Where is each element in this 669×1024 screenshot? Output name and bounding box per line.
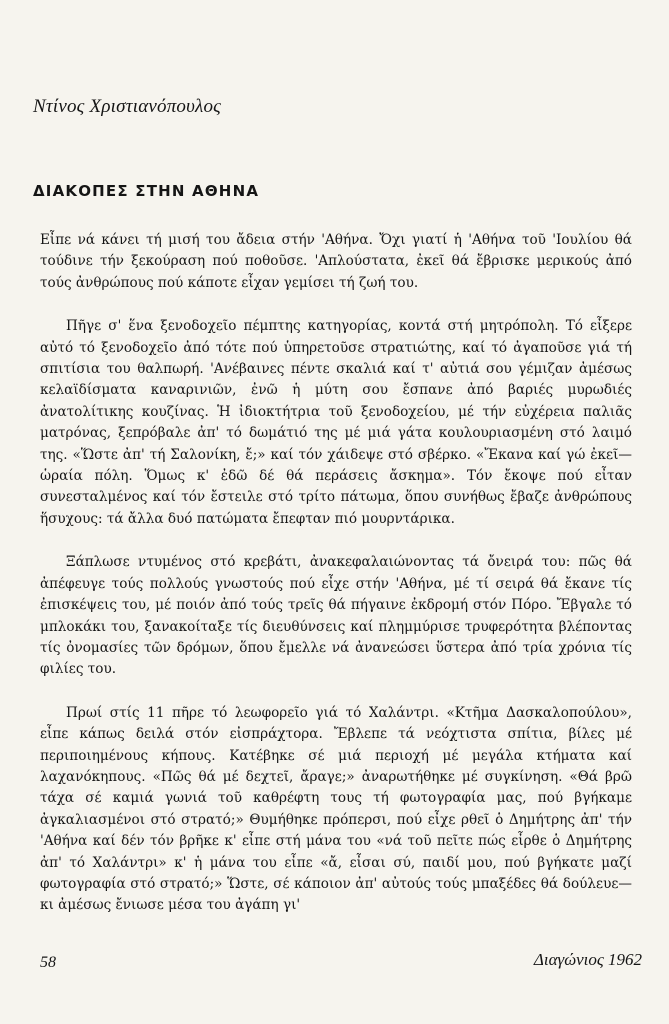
- page-number: 58: [40, 954, 56, 971]
- paragraph: Ξάπλωσε ντυμένος στό κρεβάτι, ἀνακεφαλαιώνοντας τά ὄνειρά του: πῶς θά ἀπέφευγε τούς πολλούς γνωστούς πού εἶχε στήν 'Αθήνα, μέ τί σειρά θά ἔκανε τίς ἐπισκέψεις του, μέ ποιόν ἀπό τούς τρεῖς θά πήγαινε ἐκδρομή στόν Πόρο. Ἔβγαλε τό μπλοκάκι του, ξανακοίταξε τίς διευθύνσεις καί πλημμύρισε τρυφερότητα βλέποντας τίς ὀνομασίες τῶν δρόμων, ὅπου ἔμελλε νά ἀνανεώσει ὕστερα ἀπό τρία χρόνια τίς φιλίες του.: [40, 554, 632, 678]
- paragraph: Εἶπε νά κάνει τή μισή του ἄδεια στήν 'Αθήνα. Ὄχι γιατί ἡ 'Αθήνα τοῦ 'Ιουλίου θά τούδινε τήν ξεκούραση πού ποθοῦσε. 'Απλούστατα, ἐκεῖ θά ἔβρισκε μερικούς ἀπό τούς ἀνθρώπους πού κάποτε εἶχαν γεμίσει τή ζωή του.: [40, 232, 632, 291]
- journal-issue: Διαγώνιος 1962: [533, 950, 642, 969]
- story-title: ΔΙΑΚΟΠΕΣ ΣΤΗΝ ΑΘΗΝΑ: [33, 182, 260, 200]
- story-body: [40, 230, 632, 939]
- paragraph: Πρωί στίς 11 πῆρε τό λεωφορεῖο γιά τό Χαλάντρι. «Κτῆμα Δασκαλοπούλου», εἶπε κάπως δειλά στόν εἰσπράχτορα. Ἔβλεπε τά νεόχτιστα σπίτια, βίλες μέ περιποιημένους κήπους. Κατέβηκε σέ μιά περιοχή μέ μεγάλα κτήματα καί λαχανόκηπους. «Πῶς θά μέ δεχτεῖ, ἄραγε;» ἀναρωτήθηκε μέ συγκίνηση. «Θά βρῶ τάχα σέ καμιά γωνιά τοῦ καθρέφτη τους τή φωτογραφία μας, πού βγήκαμε ἀγκαλιασμένοι στό στρατό;» Θυμήθηκε πρόπερσι, πού εἶχε ρθεῖ ὁ Δημήτρης ἀπ' τήν 'Αθήνα καί δέν τόν βρῆκε κ' εἶπε στή μάνα του «νά τοῦ πεῖτε πώς εἶρθε ὁ Δημήτρης ἀπ' τό Χαλάντρι» κ' ἡ μάνα του εἶπε «ἄ, εἶσαι σύ, παιδί μου, πού βγήκατε μαζί φωτογραφία στό στρατό;» Ὥστε, σέ κάποιον ἀπ' αὐτούς τούς μπαξέδες θά δούλευε—κι ἀμέσως ἔνιωσε μέσα του ἀγάπη γι': [40, 704, 632, 914]
- author-name: Ντίνος Χριστιανόπουλος: [33, 96, 222, 117]
- paragraph: Πῆγε σ' ἕνα ξενοδοχεῖο πέμπτης κατηγορίας, κοντά στή μητρόπολη. Τό εἶξερε αὐτό τό ξενοδοχεῖο ἀπό τότε πού ὑπηρετοῦσε στρατιώτης, καί τό ἀγαποῦσε γιά τή σπιτίσια του θαλπωρή. 'Ανέβαινες πέντε σκαλιά καί τ' αὐτιά σου γέμιζαν ἀμέσως κελαϊδίσματα καναρινιῶν, ἐνῶ ἡ μύτη σου ἔσπανε ἀπό βαριές μυρωδιές ἀνατολίτικης κουζίνας. Ἡ ἰδιοκτήτρια τοῦ ξενοδοχείου, μέ τήν εὐχέρεια παλιᾶς ματρόνας, ξεπρόβαλε ἀπ' τό δωμάτιό της μέ μιά γάτα κουλουριασμένη στό λαιμό της. «Ὥστε ἀπ' τή Σαλονίκη, ἔ;» καί τόν χάιδεψε στό σβέρκο. «Ἔκανα καί γώ ἐκεῖ—ὡραία πόλη. Ὅμως κ' ἐδῶ δέ θά περάσεις ἄσκημα». Τόν ἔκοψε πού εἶταν συνεσταλμένος καί τόν ἔστειλε στό τρίτο πάτωμα, ὅπου συνήθως ἔβαζε ἀνθρώπους ἥσυχους: τά ἄλλα δυό πατώματα ἔπεφταν πιό μουρντάρικα.: [40, 318, 632, 527]
